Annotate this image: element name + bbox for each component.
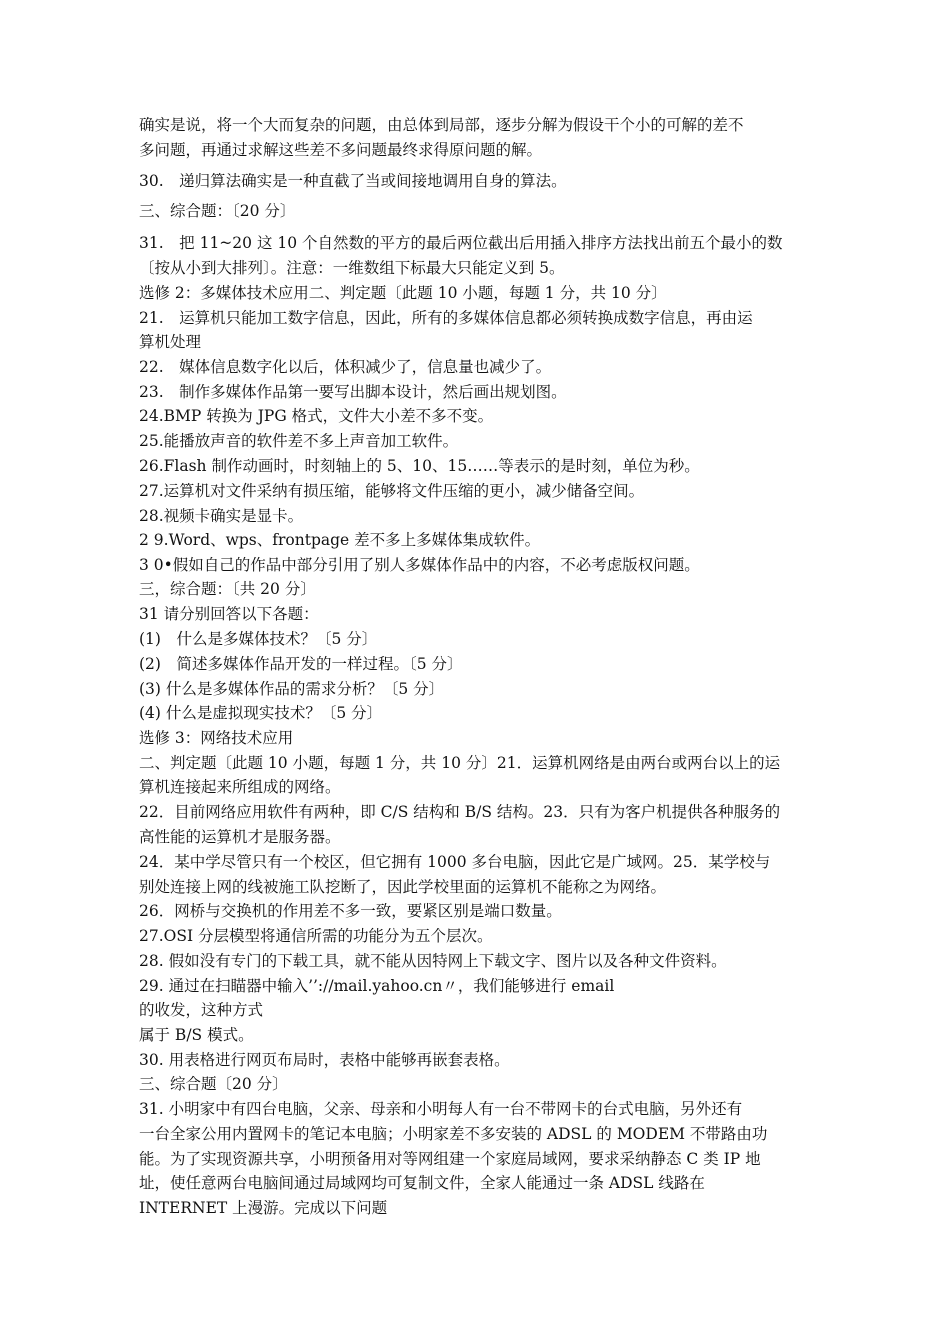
text-line: 的收发，这种方式 bbox=[139, 1001, 264, 1019]
text-line: 24.BMP 转换为 JPG 格式，文件大小差不多不变。 bbox=[139, 407, 494, 425]
text-line: (4) 什么是虚拟现实技术？〔5 分〕 bbox=[139, 704, 383, 722]
text-line: INTERNET 上漫游。完成以下问题 bbox=[139, 1199, 388, 1217]
text-line: 确实是说，将一个大而复杂的问题，由总体到局部，逐步分解为假设干个小的可解的差不 bbox=[139, 116, 744, 134]
text-line: 属于 B/S 模式。 bbox=[139, 1026, 254, 1044]
text-line: 22．目前网络应用软件有两种，即 C/S 结构和 B/S 结构。23．只有为客户机提供各种服务的 bbox=[139, 803, 781, 821]
section-heading: 选修 2：多媒体技术应用二、判定题〔此题 10 小题，每题 1 分，共 10 分〕 bbox=[139, 284, 667, 302]
text-line: 26．网桥与交换机的作用差不多一致，要紧区别是端口数量。 bbox=[139, 902, 562, 920]
text-line: 23. 制作多媒体作品第一要写出脚本设计，然后画出规划图。 bbox=[139, 383, 567, 401]
text-line: (1) 什么是多媒体技术？〔5 分〕 bbox=[139, 630, 378, 648]
text-line: 二、判定题〔此题 10 小题，每题 1 分，共 10 分〕21．运算机网络是由两台或两台以上的运 bbox=[139, 754, 781, 772]
text-line: 28. 假如没有专门的下载工具，就不能从因特网上下载文字、图片以及各种文件资料。 bbox=[139, 952, 727, 970]
text-line: 31. 把 11~20 这 10 个自然数的平方的最后两位截出后用插入排序方法找出前五个最小的数 bbox=[139, 234, 783, 252]
text-line: 30. 用表格进行网页布局时，表格中能够再嵌套表格。 bbox=[139, 1051, 510, 1069]
text-line: 一台全家公用内置网卡的笔记本电脑；小明家差不多安装的 ADSL 的 MODEM 不带路由功 bbox=[139, 1125, 768, 1143]
text-line: (3) 什么是多媒体作品的需求分析？〔5 分〕 bbox=[139, 680, 445, 698]
text-line: 31. 小明家中有四台电脑，父亲、母亲和小明每人有一台不带网卡的台式电脑，另外还有 bbox=[139, 1100, 743, 1118]
text-line: 址，使任意两台电脑间通过局域网均可复制文件，全家人能通过一条 ADSL 线路在 bbox=[139, 1174, 705, 1192]
text-line: 能。为了实现资源共享，小明预备用对等网组建一个家庭局域网，要求采纳静态 C 类 IP 地 bbox=[139, 1150, 761, 1168]
text-line: (2) 简述多媒体作品开发的一样过程。〔5 分〕 bbox=[139, 655, 463, 673]
text-line: 21. 运算机只能加工数字信息，因此，所有的多媒体信息都必须转换成数字信息，再由运 bbox=[139, 309, 753, 327]
text-line: 28.视频卡确实是显卡。 bbox=[139, 507, 304, 525]
text-line: 30. 递归算法确实是一种直截了当或间接地调用自身的算法。 bbox=[139, 172, 567, 190]
text-line: 27.OSI 分层模型将通信所需的功能分为五个层次。 bbox=[139, 927, 493, 945]
text-line: 2 9.Word、wps、frontpage 差不多上多媒体集成软件。 bbox=[139, 531, 541, 549]
text-line: 别处连接上网的线被施工队挖断了，因此学校里面的运算机不能称之为网络。 bbox=[139, 878, 667, 896]
text-line: 〔按从小到大排列〕。注意：一维数组下标最大只能定义到 5。 bbox=[139, 259, 565, 277]
text-line: 31 请分别回答以下各题： bbox=[139, 605, 319, 623]
text-line: 26.Flash 制作动画时，时刻轴上的 5、10、15……等表示的是时刻，单位为秒。 bbox=[139, 457, 700, 475]
section-heading: 三、综合题：〔20 分〕 bbox=[139, 202, 296, 220]
text-line: 算机连接起来所组成的网络。 bbox=[139, 778, 341, 796]
section-heading: 三、综合题〔20 分〕 bbox=[139, 1075, 288, 1093]
text-line: 27.运算机对文件采纳有损压缩，能够将文件压缩的更小，减少储备空间。 bbox=[139, 482, 645, 500]
text-line: 算机处理 bbox=[139, 333, 202, 351]
text-line: 3 0•假如自己的作品中部分引用了别人多媒体作品中的内容，不必考虑版权问题。 bbox=[139, 556, 700, 574]
text-line: 24．某中学尽管只有一个校区，但它拥有 1000 多台电脑，因此它是广域网。25．某学校与 bbox=[139, 853, 771, 871]
section-heading: 选修 3：网络技术应用 bbox=[139, 729, 294, 747]
text-line: 多问题，再通过求解这些差不多问题最终求得原问题的解。 bbox=[139, 141, 543, 159]
section-heading: 三，综合题：〔共 20 分〕 bbox=[139, 580, 316, 598]
text-line: 29. 通过在扫瞄器中输入’’://mail.yahoo.cn〃，我们能够进行 email bbox=[139, 977, 615, 995]
text-line: 22. 媒体信息数字化以后，体积减少了，信息量也减少了。 bbox=[139, 358, 552, 376]
text-line: 25.能播放声音的软件差不多上声音加工软件。 bbox=[139, 432, 459, 450]
text-line: 高性能的运算机才是服务器。 bbox=[139, 828, 341, 846]
